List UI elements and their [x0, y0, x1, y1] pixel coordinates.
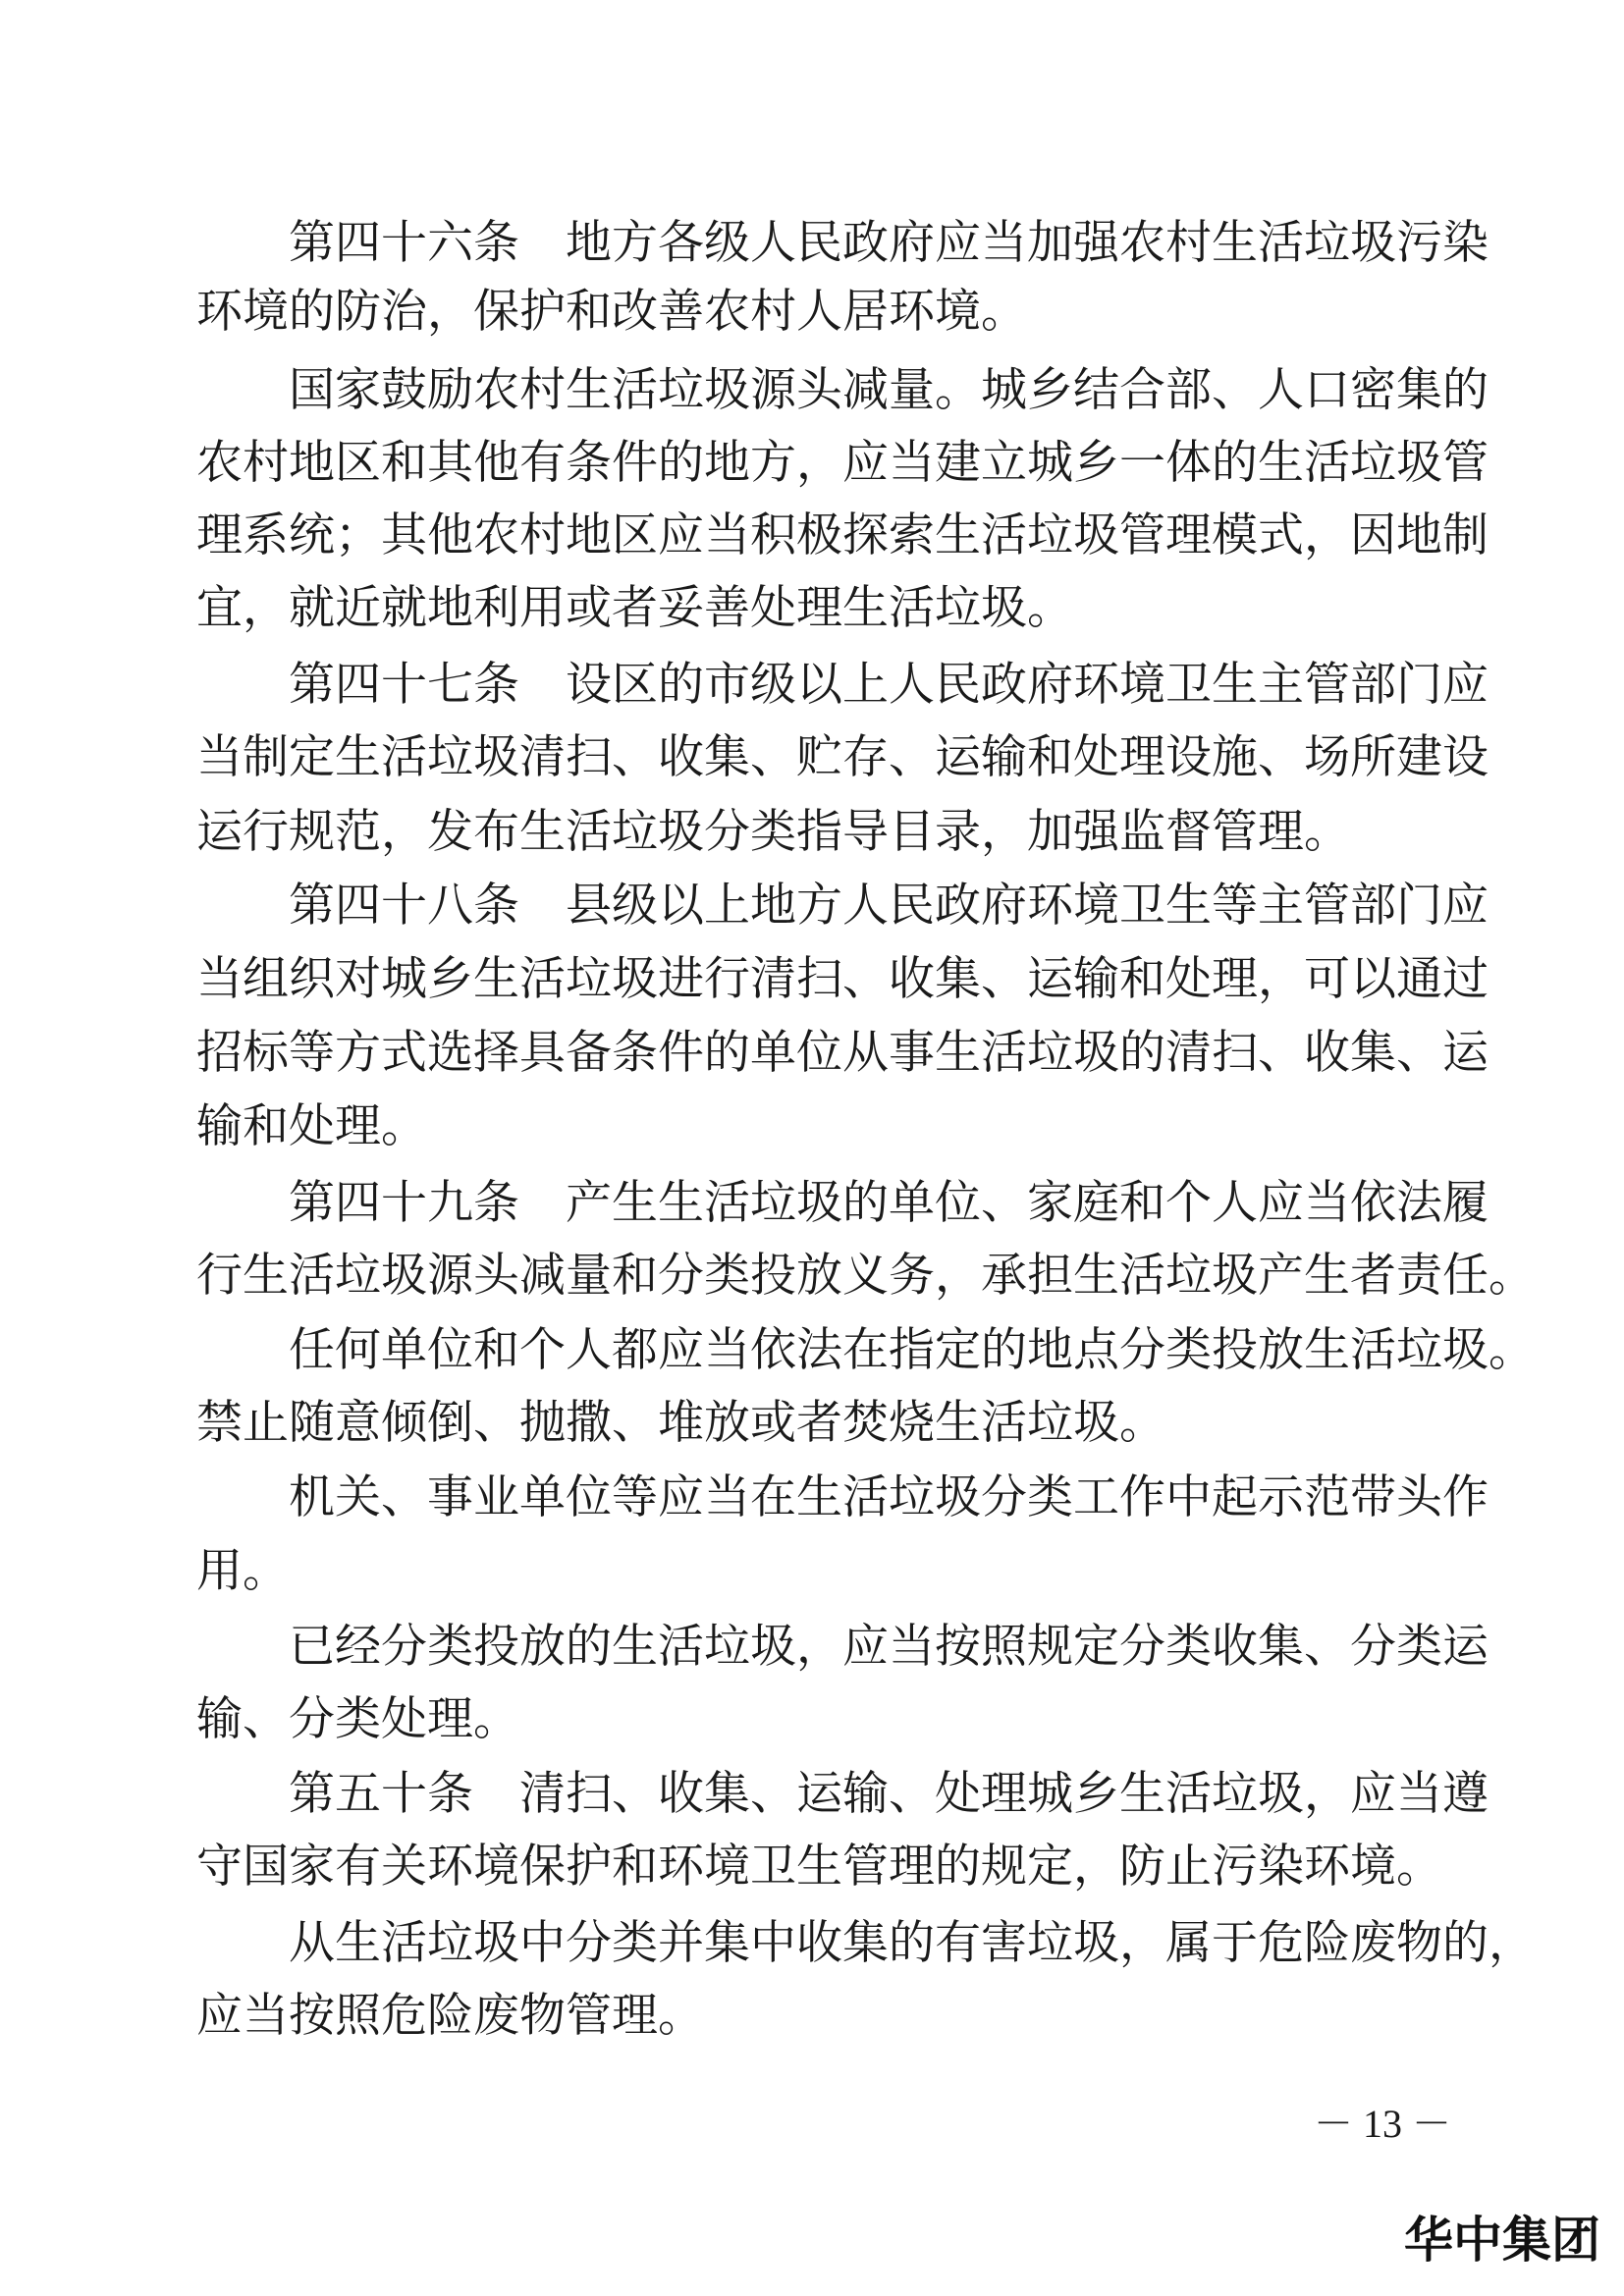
text-line: 从生活垃圾中分类并集中收集的有害垃圾，属于危险废物的， — [196, 1916, 1535, 1970]
text-line: 第四十九条 产生生活垃圾的单位、家庭和个人应当依法履 — [196, 1176, 1489, 1230]
text-line: 第四十八条 县级以上地方人民政府环境卫生等主管部门应 — [196, 879, 1489, 933]
text-line: 第四十六条 地方各级人民政府应当加强农村生活垃圾污染 — [196, 216, 1489, 270]
text-line: 当制定生活垃圾清扫、收集、贮存、运输和处理设施、场所建设 — [196, 730, 1489, 784]
text-line: 环境的防治，保护和改善农村人居环境。 — [196, 285, 1027, 339]
text-line: 任何单位和个人都应当依法在指定的地点分类投放生活垃圾。 — [196, 1323, 1535, 1377]
text-line: 第四十七条 设区的市级以上人民政府环境卫生主管部门应 — [196, 658, 1489, 712]
page-number: － 13 － — [1314, 2102, 1451, 2146]
watermark-logo: 华中集团 — [1404, 2212, 1600, 2269]
text-line: 禁止随意倾倒、抛撒、堆放或者焚烧生活垃圾。 — [196, 1396, 1165, 1450]
text-line: 理系统；其他农村地区应当积极探索生活垃圾管理模式，因地制 — [196, 508, 1489, 562]
text-line: 守国家有关环境保护和环境卫生管理的规定，防止污染环境。 — [196, 1840, 1442, 1894]
text-line: 输和处理。 — [196, 1099, 427, 1153]
text-line: 农村地区和其他有条件的地方，应当建立城乡一体的生活垃圾管 — [196, 436, 1489, 490]
text-line: 宜，就近就地利用或者妥善处理生活垃圾。 — [196, 581, 1073, 635]
text-line: 国家鼓励农村生活垃圾源头减量。城乡结合部、人口密集的 — [196, 363, 1489, 417]
text-line: 机关、事业单位等应当在生活垃圾分类工作中起示范带头作 — [196, 1470, 1489, 1524]
text-line: 第五十条 清扫、收集、运输、处理城乡生活垃圾，应当遵 — [196, 1767, 1489, 1821]
text-line: 运行规范，发布生活垃圾分类指导目录，加强监督管理。 — [196, 805, 1350, 859]
text-line: 已经分类投放的生活垃圾，应当按照规定分类收集、分类运 — [196, 1620, 1489, 1674]
text-line: 用。 — [196, 1544, 289, 1598]
text-line: 输、分类处理。 — [196, 1692, 519, 1746]
text-line: 应当按照危险废物管理。 — [196, 1989, 704, 2043]
text-line: 行生活垃圾源头减量和分类投放义务，承担生活垃圾产生者责任。 — [196, 1249, 1535, 1303]
text-line: 招标等方式选择具备条件的单位从事生活垃圾的清扫、收集、运 — [196, 1026, 1489, 1080]
text-line: 当组织对城乡生活垃圾进行清扫、收集、运输和处理，可以通过 — [196, 952, 1489, 1006]
